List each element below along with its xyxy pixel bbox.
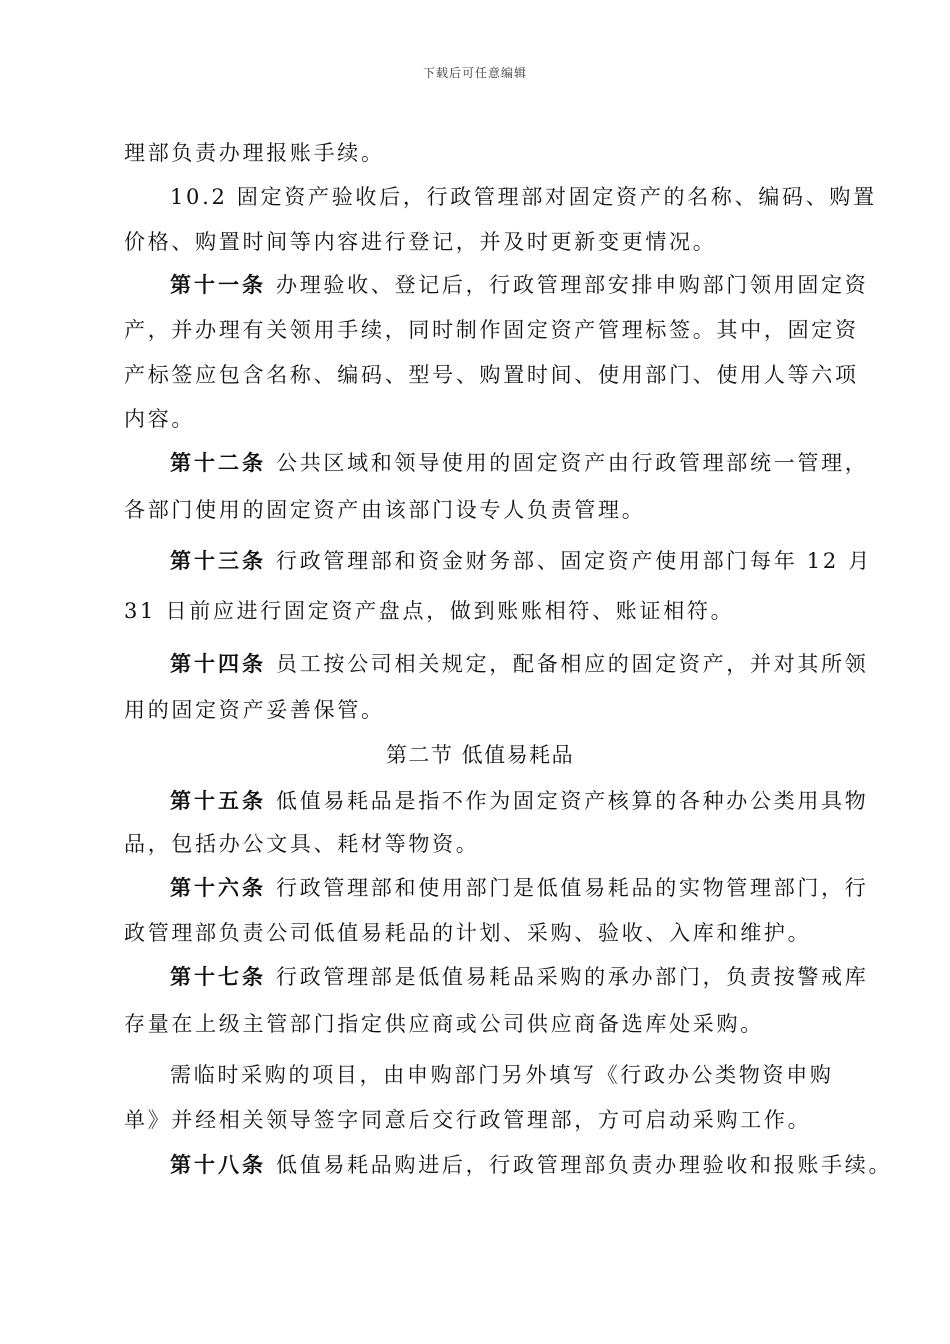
paragraph-line: 单》并经相关领导签字同意后交行政管理部，方可启动采购工作。 <box>124 1108 812 1132</box>
article-label: 第十四条 <box>170 651 266 676</box>
article-label: 第十七条 <box>170 964 266 989</box>
paragraph-line: 存量在上级主管部门指定供应商或公司供应商备选库处采购。 <box>124 1012 764 1036</box>
article-label: 第十五条 <box>170 788 266 813</box>
article-16 <box>170 873 869 903</box>
paragraph-line: 10.2 固定资产验收后，行政管理部对固定资产的名称、编码、购置 <box>170 185 877 209</box>
paragraph-line: 产标签应包含名称、编码、型号、购置时间、使用部门、使用人等六项 <box>124 363 859 387</box>
paragraph-line: 用的固定资产妥善保管。 <box>124 698 385 722</box>
paragraph-text: 公共区域和领导使用的固定资产由行政管理部统一管理， <box>276 451 869 475</box>
article-label: 第十六条 <box>170 875 266 900</box>
paragraph-text: 员工按公司相关规定，配备相应的固定资产，并对其所领 <box>276 652 869 676</box>
article-18 <box>170 1150 892 1180</box>
paragraph-line: 价格、购置时间等内容进行登记，并及时更新变更情况。 <box>124 230 717 254</box>
paragraph-line: 各部门使用的固定资产由该部门设专人负责管理。 <box>124 498 646 522</box>
article-label: 第十三条 <box>170 548 266 573</box>
article-12 <box>170 448 869 478</box>
paragraph-text: 办理验收、登记后，行政管理部安排申购部门领用固定资 <box>276 273 869 297</box>
article-15 <box>170 786 869 816</box>
paragraph-line: 品，包括办公文具、耗材等物资。 <box>124 832 480 856</box>
paragraph-line: 政管理部负责公司低值易耗品的计划、采购、验收、入库和维护。 <box>124 921 812 945</box>
article-label: 第十二条 <box>170 450 266 475</box>
article-label: 第十一条 <box>170 272 266 297</box>
paragraph-line: 产，并办理有关领用手续，同时制作固定资产管理标签。其中，固定资 <box>124 318 859 342</box>
article-14 <box>170 649 869 679</box>
paragraph-line: 需临时采购的项目，由申购部门另外填写《行政办公类物资申购 <box>170 1063 834 1087</box>
paragraph-text: 行政管理部是低值易耗品采购的承办部门，负责按警戒库 <box>276 965 869 989</box>
article-17 <box>170 962 869 992</box>
paragraph-text: 低值易耗品是指不作为固定资产核算的各种办公类用具物 <box>276 789 869 813</box>
article-11 <box>170 270 869 300</box>
paragraph-line: 31 日前应进行固定资产盘点，做到账账相符、账证相符。 <box>124 599 735 623</box>
paragraph-text: 低值易耗品购进后，行政管理部负责办理验收和报账手续。 <box>276 1153 893 1177</box>
section-heading: 第二节 低值易耗品 <box>385 743 575 767</box>
paragraph-text: 行政管理部和资金财务部、固定资产使用部门每年 12 月 <box>276 549 872 573</box>
paragraph-line: 内容。 <box>124 407 196 431</box>
page-header: 下载后可任意编辑 <box>422 66 527 80</box>
paragraph-line: 理部负责办理报账手续。 <box>124 141 385 165</box>
article-label: 第十八条 <box>170 1152 266 1177</box>
paragraph-text: 行政管理部和使用部门是低值易耗品的实物管理部门，行 <box>276 876 869 900</box>
article-13 <box>170 546 872 576</box>
